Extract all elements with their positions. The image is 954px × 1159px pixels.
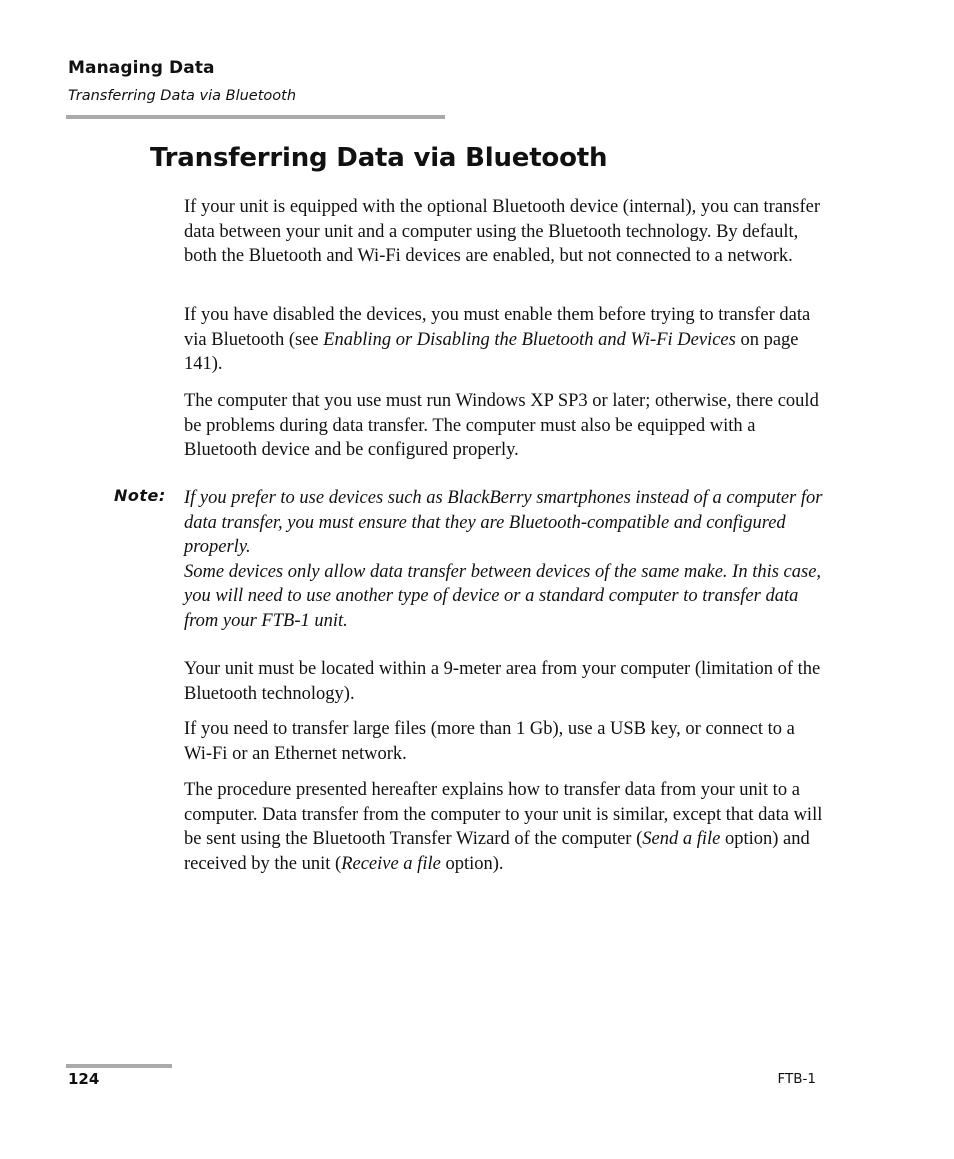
paragraph-enable-devices (184, 303, 824, 377)
paragraph-range-limitation: Your unit must be located within a 9-meter area from your computer (limitation of the Bluetooth technology). (184, 659, 821, 704)
note-line: If you prefer to use devices such as BlackBerry smartphones instead of a computer for data transfer, you must ensure that they are Bluetooth-compatible and configured properly. (184, 488, 823, 558)
footer-rule (66, 1064, 172, 1068)
header-rule (66, 115, 445, 119)
note-line: Some devices only allow data transfer between devices of the same make. In this case, you will need to use another type of device or a standard computer to transfer data from your FTB-1 unit. (184, 561, 822, 631)
paragraph-text: on page 141). (184, 329, 799, 375)
paragraph-procedure (184, 778, 824, 876)
paragraph-text: option). (440, 853, 504, 874)
cross-reference-link[interactable]: Enabling or Disabling the Bluetooth and Wi-Fi Devices (323, 329, 736, 350)
page-number: 124 (68, 1070, 100, 1088)
paragraph-text: If you have disabled the devices, you must enable them before trying to transfer data via Bluetooth (see (184, 305, 811, 350)
paragraph-computer-requirements: The computer that you use must run Windows XP SP3 or later; otherwise, there could be problems during data transfer. The computer must also be equipped with a Bluetooth device and be configured properly. (184, 391, 819, 461)
paragraph-bluetooth-intro: If your unit is equipped with the optional Bluetooth device (internal), you can transfer data between your unit and a computer using the Bluetooth technology. By default, both the Bluetooth and Wi-Fi devices are enabled, but not connected to a network. (184, 197, 821, 267)
running-header-section: Transferring Data via Bluetooth (68, 88, 297, 104)
paragraph-text: option) and received by the unit ( (184, 829, 810, 874)
product-name: FTB-1 (777, 1071, 816, 1087)
send-file-option: Send a file (642, 829, 721, 850)
receive-file-option: Receive a file (341, 853, 441, 874)
running-header-chapter: Managing Data (68, 58, 215, 78)
paragraph-large-files: If you need to transfer large files (more than 1 Gb), use a USB key, or connect to a Wi-Fi or an Ethernet network. (184, 719, 795, 764)
note-body (184, 486, 824, 634)
page-title: Transferring Data via Bluetooth (150, 143, 608, 173)
paragraph-text: The procedure presented hereafter explains how to transfer data from your unit to a computer. Data transfer from the computer to your unit is similar, except that data will be sent using the Bluetooth Transfer Wizard of the computer ( (184, 780, 823, 850)
note-label: Note: (114, 486, 166, 505)
